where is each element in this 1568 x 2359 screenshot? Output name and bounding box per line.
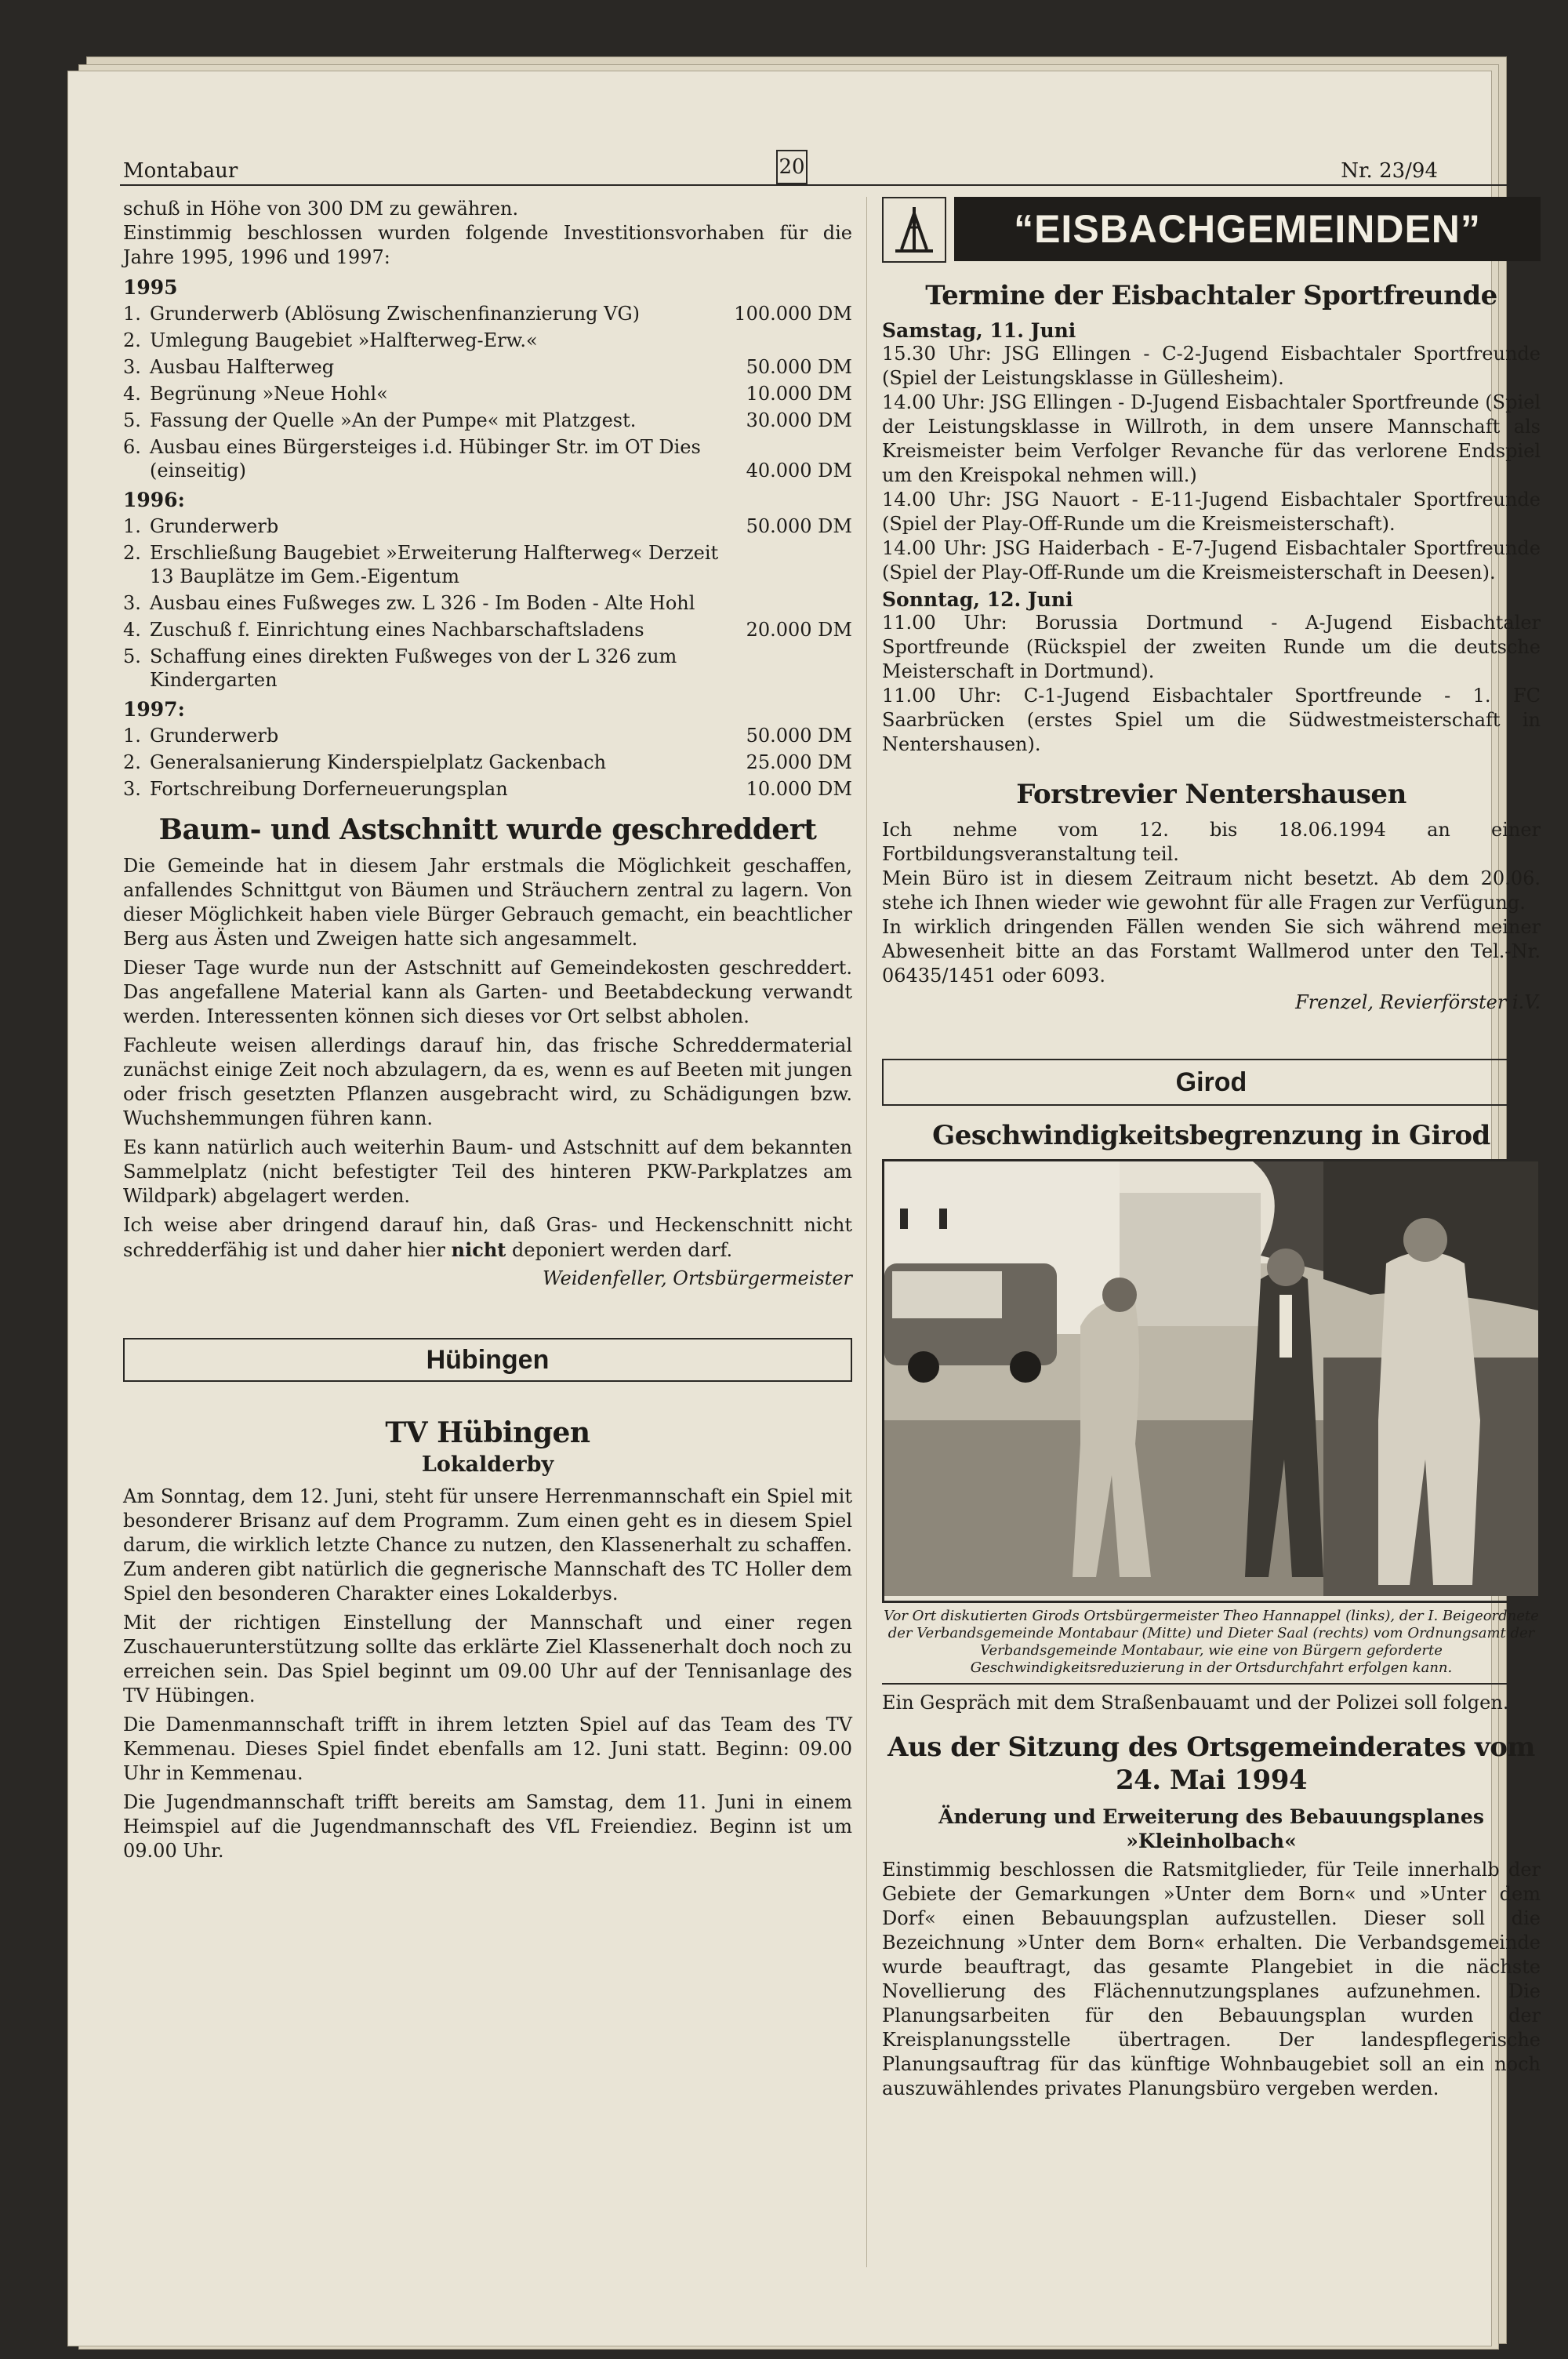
- item-number: 3.: [123, 592, 141, 614]
- huebingen-article: [123, 1485, 852, 1863]
- termine-day2: Sonntag, 12. Juni: [882, 588, 1073, 611]
- baum-p5-text-end: deponiert werden darf.: [506, 1239, 733, 1261]
- forst-title: Forstrevier Nentershausen: [1016, 779, 1406, 810]
- termine-title: Termine der Eisbachtaler Sportfreunde: [925, 280, 1497, 311]
- item-text: Grunderwerb: [150, 515, 279, 537]
- baum-paragraph: Die Gemeinde hat in diesem Jahr erstmals die Möglichkeit geschaffen, anfallendes Schnittgut von Bäumen und Sträuchern zentral zu lagern. Von dieser Möglichkeit haben viele Bürger Gebrauch gemacht, ein beachtlicher Berg aus Ästen und Zweigen hatte sich angesammelt.: [123, 855, 852, 950]
- baum-signature: Weidenfeller, Ortsbürgermeister: [542, 1267, 852, 1289]
- investment-item: [123, 409, 852, 432]
- item-amount: 30.000 DM: [746, 409, 852, 431]
- baum-p5-emphasis: nicht: [451, 1238, 506, 1261]
- item-number: 4.: [123, 383, 141, 405]
- investment-item: [123, 541, 852, 588]
- sitzung-title: Aus der Sitzung des Ortsgemeinderates vom 24. Mai 1994: [887, 1732, 1535, 1796]
- investment-item: [123, 382, 852, 405]
- column-divider: [866, 197, 867, 2267]
- item-amount: 20.000 DM: [746, 619, 852, 641]
- huebingen-paragraph: Die Jugendmannschaft trifft bereits am Samstag, dem 11. Juni in einem Heimspiel auf die Jugendmannschaft des VfL Freiendiez. Beginn ist um 09.00 Uhr.: [123, 1791, 852, 1862]
- tv-huebingen-title: TV Hübingen: [385, 1416, 590, 1449]
- forst-signature: Frenzel, Revierförster i.V.: [1295, 991, 1541, 1013]
- item-number: 3.: [123, 778, 141, 800]
- item-text: Umlegung Baugebiet »Halfterweg-Erw.«: [150, 329, 538, 351]
- item-text: Schaffung eines direkten Fußweges von der L 326 zum Kindergarten: [150, 645, 677, 691]
- investment-item: [123, 591, 852, 615]
- item-amount: 10.000 DM: [746, 383, 852, 405]
- item-number: 1.: [123, 725, 141, 747]
- huebingen-paragraph: Die Damenmannschaft trifft in ihrem letzten Spiel auf das Team des TV Kemmenau. Dieses Spiel findet ebenfalls am 12. Juni statt. Beginn: 09.00 Uhr in Kemmenau.: [123, 1714, 852, 1784]
- caption-rule: [882, 1683, 1541, 1685]
- item-number: 5.: [123, 645, 141, 667]
- investment-item: [123, 645, 852, 692]
- investment-year: 1996:: [123, 489, 185, 511]
- baum-paragraph: Dieser Tage wurde nun der Astschnitt auf Gemeindekosten geschreddert. Das angefallene Material kann als Garten- und Beetabdeckung verwandt werden. Interessenten können sich dieses vor Ort selbst abholen.: [123, 957, 852, 1027]
- banner-title: “EISBACHGEMEINDEN”: [954, 197, 1541, 261]
- investment-year: 1997:: [123, 698, 185, 721]
- item-number: 1.: [123, 303, 141, 325]
- termine-day1-text: 15.30 Uhr: JSG Ellingen - C-2-Jugend Eisbachtaler Sportfreunde (Spiel der Leistungsklasse in Güllesheim). 14.00 Uhr: JSG Ellingen - D-Jugend Eisbachtaler Sportfreunde (Spiel der Leistungsklasse in Willroth, in dem unsere Mannschaft als Kreismeister beim Verfolger Revanche für das verlorene Endspiel um den Kreispokal nehmen will.) 14.00 Uhr: JSG Nauort - E-11-Jugend Eisbachtaler Sportfreunde (Spiel der Play-Off-Runde um die Kreismeisterschaft). 14.00 Uhr: JSG Haiderbach - E-7-Jugend Eisbachtaler Sportfreunde (Spiel der Play-Off-Runde um die Kreismeisterschaft in Deesen).: [882, 343, 1541, 583]
- eisbach-banner: [882, 197, 1541, 261]
- investment-item: [123, 435, 852, 482]
- item-number: 4.: [123, 619, 141, 641]
- huebingen-paragraph: Mit der richtigen Einstellung der Mannschaft und einer regen Zuschauerunterstützung sollte das erklärte Ziel Klassenerhalt doch noch zu erreichen sein. Das Spiel beginnt um 09.00 Uhr auf der Tennisanlage des TV Hübingen.: [123, 1612, 852, 1707]
- baum-title: Baum- und Astschnitt wurde geschreddert: [158, 813, 817, 846]
- investment-item: [123, 724, 852, 747]
- girod-photo-caption: Vor Ort diskutierten Girods Ortsbürgermeister Theo Hannappel (links), der I. Beigeordnete der Verbandsgemeinde Montabaur (Mitte) und Dieter Saal (rechts) vom Ordnungsamt der Verbandsgemeinde Montabaur, wie eine von Bürgern geforderte Geschwindigkeitsreduzierung in der Ortsdurchfahrt erfolgen kann.: [884, 1608, 1539, 1676]
- item-number: 6.: [123, 436, 141, 458]
- baum-paragraph: [123, 1213, 852, 1263]
- item-number: 2.: [123, 751, 141, 773]
- investment-item: [123, 355, 852, 379]
- item-number: 3.: [123, 356, 141, 378]
- forst-text: Ich nehme vom 12. bis 18.06.1994 an einer Fortbildungsveranstaltung teil. Mein Büro ist in diesem Zeitraum nicht besetzt. Ab dem 20.06. stehe ich Ihnen wieder wie gewohnt für alle Fragen zur Verfügung. In wirklich dringenden Fällen wenden Sie sich während meiner Abwesenheit bitte an das Forstamt Wallmerod unter den Tel.-Nr. 06435/1451 oder 6093.: [882, 819, 1541, 987]
- huebingen-paragraph: Am Sonntag, dem 12. Juni, steht für unsere Herrenmannschaft ein Spiel mit besonderer Brisanz auf dem Programm. Zum einen geht es in diesem Spiel darum, die wirklich letzte Chance zu nutzen, den Klassenerhalt zu schaffen. Zum anderen gibt natürlich die gegnerische Mannschaft des TC Holler dem Spiel den besonderen Charakter eines Lokalderbys.: [123, 1485, 852, 1605]
- right-column: [882, 197, 1541, 2101]
- item-number: 5.: [123, 409, 141, 431]
- item-amount: 25.000 DM: [746, 751, 852, 773]
- girod-photo: [882, 1159, 1541, 1603]
- page-number: 20: [776, 150, 808, 184]
- investment-intro: schuß in Höhe von 300 DM zu gewähren. Einstimmig beschlossen wurden folgende Investitionsvorhaben für die Jahre 1995, 1996 und 1997:: [123, 198, 852, 268]
- item-text: Begrünung »Neue Hohl«: [150, 383, 388, 405]
- huebingen-section-box: Hübingen: [123, 1338, 852, 1382]
- item-amount: 40.000 DM: [746, 460, 852, 482]
- investment-item: [123, 751, 852, 774]
- item-text: Generalsanierung Kinderspielplatz Gackenbach: [150, 751, 607, 773]
- baum-article: [123, 854, 852, 1263]
- sitzung-text: Einstimmig beschlossen die Ratsmitglieder, für Teile innerhalb der Gebiete der Gemarkungen »Unter dem Born« und »Unter dem Dorf« einen Bebauungsplan aufzustellen. Dieser soll die Bezeichnung »Unter dem Born« erhalten. Die Verbandsgemeinde wurde beauftragt, das gesamte Plangebiet in die nächste Novellierung des Flächennutzungsplanes aufzunehmen. Die Planungsarbeiten für den Bebauungsplan wurden der Kreisplanungsstelle übertragen. Der landespflegerische Planungsauftrag für das künftige Wohnbaugebiet soll an ein noch auszuwählendes privates Planungsbüro vergeben werden.: [882, 1859, 1541, 2099]
- tv-huebingen-subtitle: Lokalderby: [421, 1452, 554, 1477]
- item-amount: 50.000 DM: [746, 356, 852, 378]
- item-text: Erschließung Baugebiet »Erweiterung Halfterweg« Derzeit 13 Bauplätze im Gem.-Eigentum: [150, 542, 719, 587]
- investment-item: [123, 302, 852, 325]
- item-text: Ausbau Halfterweg: [150, 356, 335, 378]
- item-text: Ausbau eines Bürgersteiges i.d. Hübinger Str. im OT Dies (einseitig): [150, 436, 701, 482]
- investment-year: 1995: [123, 276, 178, 299]
- girod-section-box: Girod: [882, 1059, 1541, 1106]
- item-number: 2.: [123, 542, 141, 564]
- investment-item: [123, 514, 852, 538]
- termine-day1: Samstag, 11. Juni: [882, 319, 1076, 342]
- investment-item: [123, 329, 852, 352]
- item-text: Grunderwerb: [150, 725, 279, 747]
- item-amount: 50.000 DM: [746, 515, 852, 537]
- baum-p5-text: Ich weise aber dringend darauf hin, daß Gras- und Heckenschnitt nicht schredderfähig ist und daher hier: [123, 1214, 852, 1261]
- newspaper-page: [67, 71, 1541, 2346]
- item-amount: 10.000 DM: [746, 778, 852, 800]
- sitzung-subtitle: Änderung und Erweiterung des Bebauungsplanes »Kleinholbach«: [938, 1805, 1484, 1852]
- item-text: Zuschuß f. Einrichtung eines Nachbarschaftsladens: [150, 619, 644, 641]
- item-number: 2.: [123, 329, 141, 351]
- item-amount: 100.000 DM: [734, 303, 852, 325]
- girod-followup: Ein Gespräch mit dem Straßenbauamt und der Polizei soll folgen.: [882, 1692, 1509, 1714]
- header-rule: [120, 184, 1539, 186]
- termine-day2-text: 11.00 Uhr: Borussia Dortmund - A-Jugend Eisbachtaler Sportfreunde (Rückspiel der zweiten Runde um die deutsche Meisterschaft in Dortmund). 11.00 Uhr: C-1-Jugend Eisbachtaler Sportfreunde - 1. FC Saarbrücken (erstes Spiel um die Südwestmeisterschaft in Nentershausen).: [882, 612, 1541, 755]
- header-place: Montabaur: [123, 159, 238, 183]
- community-logo-icon: [882, 197, 946, 263]
- item-text: Fortschreibung Dorferneuerungsplan: [150, 778, 508, 800]
- baum-paragraph: Es kann natürlich auch weiterhin Baum- und Astschnitt auf dem bekannten Sammelplatz (nicht befestigter Teil des hinteren PKW-Parkplatzes am Wildpark) abgelagert werden.: [123, 1136, 852, 1207]
- item-amount: 50.000 DM: [746, 725, 852, 747]
- left-column: [123, 197, 852, 1868]
- issue-number: Nr. 23/94: [1341, 159, 1438, 183]
- item-text: Grunderwerb (Ablösung Zwischenfinanzierung VG): [150, 303, 640, 325]
- investment-list: [123, 276, 852, 801]
- investment-item: [123, 777, 852, 801]
- item-text: Ausbau eines Fußweges zw. L 326 - Im Boden - Alte Hohl: [150, 592, 695, 614]
- item-number: 1.: [123, 515, 141, 537]
- girod-title: Geschwindigkeitsbegrenzung in Girod: [932, 1120, 1490, 1151]
- baum-paragraph: Fachleute weisen allerdings darauf hin, das frische Schreddermaterial zunächst einige Zeit noch abzulagern, da es, wenn es auf Beeten mit jungen oder frisch gesetzten Pflanzen ausgebracht wird, zu Schädigungen bzw. Wuchshemmungen führen kann.: [123, 1034, 852, 1129]
- investment-item: [123, 618, 852, 642]
- item-text: Fassung der Quelle »An der Pumpe« mit Platzgest.: [150, 409, 637, 431]
